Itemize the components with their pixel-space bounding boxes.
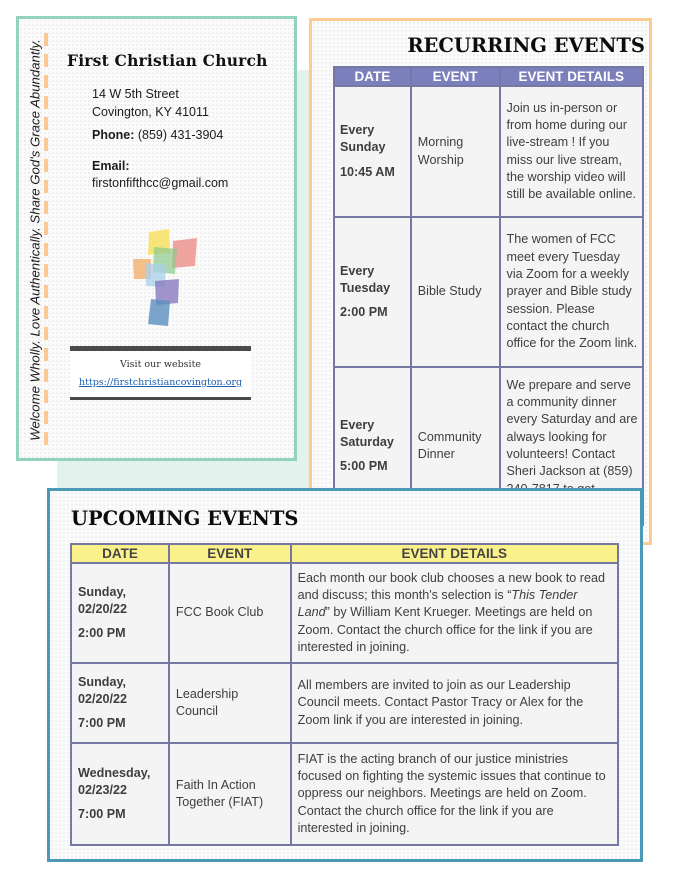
address-line-1: 14 W 5th Street <box>92 87 179 101</box>
event-name-cell: Bible Study <box>411 217 500 367</box>
event-time: 7:00 PM <box>78 716 126 731</box>
tagline-container <box>25 25 45 455</box>
event-details-cell: Join us in-person or from home during our live-stream ! If you miss our live stream, the worship video will still be available online. <box>500 86 643 217</box>
table-row <box>334 217 643 367</box>
email-address: firstonfifthcc@gmail.com <box>92 176 229 190</box>
recurring-events-card <box>309 18 652 545</box>
event-name-cell: FCC Book Club <box>169 563 291 663</box>
event-name-cell: Faith In Action Together (FIAT) <box>169 743 291 845</box>
date-cell <box>71 563 169 663</box>
details-text: ” by William Kent Krueger. Meetings are held on Zoom. Contact the church office for the link if you are interested in joining. <box>297 605 593 654</box>
event-day: Wednesday, 02/23/22 <box>78 765 151 797</box>
website-link[interactable]: https://firstchristiancovington.org <box>78 377 243 388</box>
table-header-row <box>334 67 643 86</box>
details-text: Each month our book club chooses a new book to read and discuss; this month's selection is “ <box>297 570 605 603</box>
event-time: 2:00 PM <box>78 626 126 641</box>
website-label: Visit our website <box>119 359 202 370</box>
event-time: 7:00 PM <box>78 807 126 822</box>
event-time: 10:45 AM <box>340 164 395 179</box>
event-details-cell: We prepare and serve a community dinner every Saturday and are always looking for volunteers! Contact Sheri Jackson at (859) <box>500 367 643 525</box>
date-cell <box>71 663 169 743</box>
logo-square-blue <box>148 299 170 326</box>
event-time: 2:00 PM <box>340 305 388 320</box>
address-line-2: Covington, KY 41011 <box>92 105 209 119</box>
email-label: Email: <box>92 159 130 173</box>
table-header-row <box>71 544 618 563</box>
table-row <box>71 743 618 845</box>
header-date: DATE <box>334 67 411 86</box>
table-row <box>71 663 618 743</box>
recurring-events-title: RECURRING EVENTS <box>407 34 645 57</box>
website-box <box>70 346 251 400</box>
date-cell <box>71 743 169 845</box>
upcoming-events-card <box>47 488 643 862</box>
upcoming-events-title: UPCOMING EVENTS <box>71 507 299 530</box>
phone-number: (859) 431-3904 <box>137 128 224 142</box>
church-tagline: Welcome Wholly. Love Authentically. Share God's Grace Abundantly. <box>27 39 43 441</box>
table-row <box>71 563 618 663</box>
event-day: Sunday, 02/20/22 <box>78 674 128 706</box>
date-cell <box>334 86 411 217</box>
event-details-cell <box>291 563 618 663</box>
upcoming-events-table <box>70 543 619 846</box>
date-cell <box>334 217 411 367</box>
header-date: DATE <box>71 544 169 563</box>
event-details-cell: The women of FCC meet every Tuesday via Zoom for a weekly prayer and Bible study session. Please contact the church office for the Zoom link. <box>500 217 643 367</box>
header-event: EVENT <box>169 544 291 563</box>
church-name: First Christian Church <box>67 51 268 70</box>
event-name-cell: Community Dinner <box>411 367 500 525</box>
event-day: Every Saturday <box>340 417 394 449</box>
phone-info <box>92 128 223 142</box>
book-title: This Tender Land <box>297 588 578 620</box>
event-day: Every Sunday <box>340 123 386 155</box>
cross-mosaic-logo-icon <box>119 224 209 339</box>
event-name-cell: Leadership Council <box>169 663 291 743</box>
event-day: Sunday, 02/20/22 <box>78 584 128 616</box>
event-time: 5:00 PM <box>340 459 388 474</box>
header-event-details: EVENT DETAILS <box>500 67 643 86</box>
header-event-details: EVENT DETAILS <box>291 544 618 563</box>
table-row <box>334 86 643 217</box>
event-details-cell: FIAT is the acting branch of our justice ministries focused on fighting the systemic issues that continue to oppress our neighbors. Meetings are held on Zoom. Contact the church office for the link if you are interested in joining. <box>291 743 618 845</box>
event-day: Every Tuesday <box>340 263 391 295</box>
dashed-divider <box>44 33 48 445</box>
recurring-events-table <box>333 66 644 526</box>
header-event: EVENT <box>411 67 500 86</box>
church-info-card <box>16 16 297 461</box>
event-details-cell: All members are invited to join as our Leadership Council meets. Contact Pastor Tracy or Alex for the Zoom link if you are interested in joining. <box>291 663 618 743</box>
event-name-cell: Morning Worship <box>411 86 500 217</box>
phone-label: Phone: <box>92 128 135 142</box>
